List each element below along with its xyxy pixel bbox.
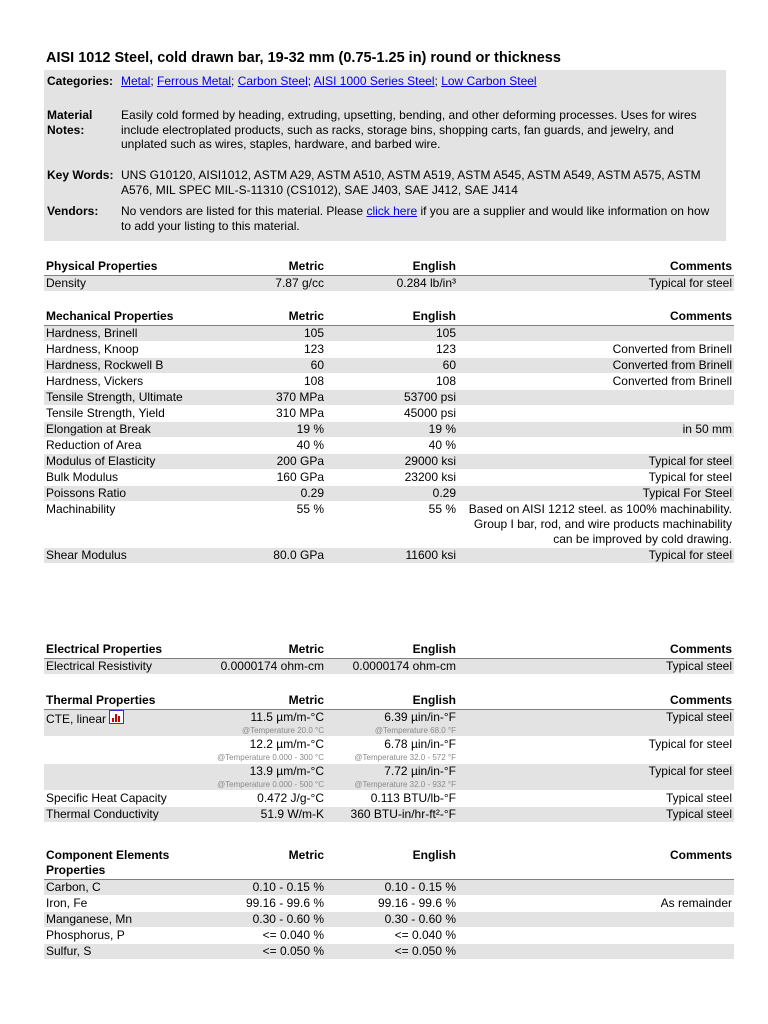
metric-value: 11.5 µm/m-°C — [250, 710, 324, 724]
metric-value: 370 MPa — [275, 390, 324, 404]
english-value-cell — [326, 764, 458, 791]
property-name-cell — [44, 502, 208, 548]
table-row — [44, 390, 734, 406]
section-heading: Component Elements Properties — [44, 848, 208, 880]
english-value-cell — [326, 659, 458, 675]
property-name-cell — [44, 342, 208, 358]
metric-value-cell — [208, 880, 326, 896]
property-name-cell — [44, 326, 208, 342]
page-title: AISI 1012 Steel, cold drawn bar, 19-32 mm (0.75-1.25 in) round or thickness — [46, 50, 561, 66]
property-name: Modulus of Elasticity — [46, 454, 156, 468]
table-row — [44, 470, 734, 486]
english-value-cell — [326, 422, 458, 438]
temperature-condition: @Temperature 68.0 °F — [374, 726, 456, 735]
table-row — [44, 737, 734, 764]
property-name: Reduction of Area — [46, 438, 142, 452]
comments-column-header: Comments — [458, 642, 734, 659]
property-name-cell — [44, 276, 208, 292]
property-name: Density — [46, 276, 87, 290]
english-value-cell — [326, 406, 458, 422]
metric-value-cell — [208, 944, 326, 960]
property-name: Tensile Strength, Yield — [46, 406, 165, 420]
keywords-label: Key Words: — [47, 168, 114, 182]
comment-cell: Based on AISI 1212 steel. as 100% machinability. Group I bar, rod, and wire products machinability can be improved by cold drawing. — [458, 502, 734, 548]
metric-value: 55 % — [296, 502, 324, 516]
metric-value: 108 — [303, 374, 324, 388]
property-name-cell — [44, 358, 208, 374]
category-link-ferrous-metal[interactable]: Ferrous Metal — [157, 74, 232, 88]
english-value-cell — [326, 502, 458, 548]
metric-value-cell — [208, 928, 326, 944]
english-column-header: English — [326, 693, 458, 710]
section-heading: Mechanical Properties — [44, 309, 208, 326]
english-value: 55 % — [428, 502, 456, 516]
metric-value: 105 — [303, 326, 324, 340]
english-column-header: English — [326, 259, 458, 276]
property-name-cell — [44, 659, 208, 675]
category-link-aisi-1000-series[interactable]: AISI 1000 Series Steel — [313, 74, 435, 88]
english-value-cell — [326, 880, 458, 896]
property-name: Machinability — [46, 502, 116, 516]
temperature-condition: @Temperature 32.0 - 932 °F — [354, 780, 456, 789]
english-value-cell — [326, 896, 458, 912]
english-value: 0.10 - 0.15 % — [384, 880, 456, 894]
table-header-row — [44, 848, 734, 880]
english-value: 29000 ksi — [404, 454, 456, 468]
comment-cell — [458, 438, 734, 454]
property-name: Manganese, Mn — [46, 912, 133, 926]
property-name-cell — [44, 548, 208, 564]
metric-value: 0.10 - 0.15 % — [252, 880, 324, 894]
property-name: Specific Heat Capacity — [46, 791, 167, 805]
english-value: 19 % — [428, 422, 456, 436]
table-header-row — [44, 309, 734, 326]
property-name-cell — [44, 944, 208, 960]
metric-value-cell — [208, 374, 326, 390]
temperature-condition: @Temperature 20.0 °C — [241, 726, 324, 735]
metric-value-cell — [208, 737, 326, 764]
temperature-condition: @Temperature 32.0 - 572 °F — [354, 753, 456, 762]
metric-column-header: Metric — [208, 642, 326, 659]
comments-column-header: Comments — [458, 693, 734, 710]
english-value: 23200 ksi — [404, 470, 456, 484]
table-row — [44, 438, 734, 454]
vendors-label: Vendors: — [47, 204, 99, 218]
english-value: 53700 psi — [403, 390, 456, 404]
property-name: Phosphorus, P — [46, 928, 125, 942]
metric-value: 200 GPa — [276, 454, 324, 468]
table-row — [44, 502, 734, 548]
comment-cell — [458, 406, 734, 422]
table-row — [44, 896, 734, 912]
property-name: Tensile Strength, Ultimate — [46, 390, 183, 404]
property-name: Thermal Conductivity — [46, 807, 159, 821]
comment-cell: Converted from Brinell — [458, 342, 734, 358]
metric-column-header: Metric — [208, 693, 326, 710]
property-name: Hardness, Vickers — [46, 374, 144, 388]
vendors-text — [121, 204, 721, 233]
comment-cell: Converted from Brinell — [458, 358, 734, 374]
metric-value: 12.2 µm/m-°C — [249, 737, 324, 751]
thermal-properties-table — [44, 693, 734, 823]
property-name-cell — [44, 764, 208, 791]
property-name: Shear Modulus — [46, 548, 127, 562]
comment-cell: Typical steel — [458, 659, 734, 675]
english-value-cell — [326, 390, 458, 406]
english-value: 123 — [435, 342, 456, 356]
table-row — [44, 912, 734, 928]
metric-value-cell — [208, 764, 326, 791]
comments-column-header: Comments — [458, 259, 734, 276]
english-value-cell — [326, 276, 458, 292]
metric-value: 0.30 - 0.60 % — [252, 912, 324, 926]
metric-value-cell — [208, 486, 326, 502]
comment-cell: Converted from Brinell — [458, 374, 734, 390]
english-value-cell — [326, 737, 458, 764]
comment-cell — [458, 944, 734, 960]
english-value: 0.284 lb/in³ — [396, 276, 456, 290]
vendors-text-after: if you are a supplier and would like information on how to add your listing to this material. — [121, 204, 710, 233]
comment-cell: As remainder — [458, 896, 734, 912]
english-value: 108 — [435, 374, 456, 388]
comment-cell: in 50 mm — [458, 422, 734, 438]
metric-value-cell — [208, 454, 326, 470]
english-value: 360 BTU-in/hr-ft²-°F — [350, 807, 456, 821]
component-elements-table — [44, 848, 734, 960]
property-name-cell — [44, 470, 208, 486]
property-name-cell — [44, 406, 208, 422]
property-name-cell — [44, 710, 208, 737]
metric-value: 99.16 - 99.6 % — [245, 896, 324, 910]
metric-value: 60 — [310, 358, 324, 372]
categories-label: Categories: — [47, 74, 114, 88]
table-row — [44, 342, 734, 358]
table-row — [44, 710, 734, 737]
physical-properties-table — [44, 259, 734, 292]
metric-value-cell — [208, 791, 326, 807]
metric-value: 123 — [303, 342, 324, 356]
table-row — [44, 406, 734, 422]
english-value: 0.29 — [432, 486, 456, 500]
english-value: 0.30 - 0.60 % — [384, 912, 456, 926]
metric-value-cell — [208, 342, 326, 358]
mechanical-properties-table — [44, 309, 734, 564]
english-value: 45000 psi — [403, 406, 456, 420]
property-name-cell — [44, 896, 208, 912]
comment-cell — [458, 880, 734, 896]
category-link-carbon-steel[interactable]: Carbon Steel — [237, 74, 308, 88]
english-value-cell — [326, 548, 458, 564]
property-name: Bulk Modulus — [46, 470, 119, 484]
table-header-row — [44, 259, 734, 276]
comment-cell: Typical steel — [458, 710, 734, 737]
table-row — [44, 807, 734, 823]
table-header-row — [44, 642, 734, 659]
metric-value-cell — [208, 548, 326, 564]
metric-value-cell — [208, 807, 326, 823]
material-info-panel — [44, 70, 726, 241]
comment-cell: Typical for steel — [458, 470, 734, 486]
comment-cell: Typical for steel — [458, 276, 734, 292]
metric-value-cell — [208, 470, 326, 486]
section-heading: Thermal Properties — [44, 693, 208, 710]
english-value: 11600 ksi — [405, 548, 456, 562]
english-value-cell — [326, 486, 458, 502]
english-value-cell — [326, 710, 458, 737]
notes-label-line-1: Material — [47, 108, 93, 122]
property-name-cell — [44, 912, 208, 928]
metric-value: <= 0.040 % — [262, 928, 324, 942]
metric-value: 160 GPa — [276, 470, 324, 484]
metric-value: 0.29 — [300, 486, 324, 500]
temperature-condition: @Temperature 0.000 - 500 °C — [217, 780, 324, 789]
english-column-header: English — [326, 848, 458, 880]
comments-column-header: Comments — [458, 309, 734, 326]
comment-cell: Typical steel — [458, 791, 734, 807]
category-link-low-carbon-steel[interactable]: Low Carbon Steel — [441, 74, 537, 88]
property-name: CTE, linear — [46, 712, 107, 726]
keywords-text: UNS G10120, AISI1012, ASTM A29, ASTM A510, ASTM A519, ASTM A545, ASTM A549, ASTM A575, ASTM A576, MIL SPEC MIL-S-11310 (CS1012), SAE J403, SAE J412, SAE J414 — [121, 168, 701, 197]
metric-value: 7.87 g/cc — [275, 276, 324, 290]
metric-value: 80.0 GPa — [273, 548, 324, 562]
table-row — [44, 880, 734, 896]
metric-value: 310 MPa — [275, 406, 324, 420]
metric-column-header: Metric — [208, 259, 326, 276]
property-name: Carbon, C — [46, 880, 101, 894]
english-value: 40 % — [428, 438, 456, 452]
english-value: 99.16 - 99.6 % — [377, 896, 456, 910]
metric-value: 51.9 W/m-K — [260, 807, 324, 821]
comment-cell: Typical for steel — [458, 737, 734, 764]
metric-column-header: Metric — [208, 848, 326, 880]
english-value-cell — [326, 358, 458, 374]
english-value-cell — [326, 807, 458, 823]
notes-label-line-2: Notes: — [47, 122, 85, 137]
property-name: Sulfur, S — [46, 944, 92, 958]
electrical-properties-table — [44, 642, 734, 675]
comment-cell — [458, 326, 734, 342]
english-value: <= 0.040 % — [394, 928, 456, 942]
property-name-cell — [44, 422, 208, 438]
metric-value-cell — [208, 710, 326, 737]
notes-label — [47, 108, 123, 137]
metric-value-cell — [208, 326, 326, 342]
english-value: 6.78 µin/in-°F — [384, 737, 456, 751]
table-row — [44, 276, 734, 292]
property-name-cell — [44, 928, 208, 944]
comment-cell: Typical For Steel — [458, 486, 734, 502]
property-name-cell — [44, 486, 208, 502]
english-value: 105 — [435, 326, 456, 340]
property-name-cell — [44, 791, 208, 807]
english-value: 60 — [442, 358, 456, 372]
table-row — [44, 944, 734, 960]
table-row — [44, 358, 734, 374]
categories-list: Metal; Ferrous Metal; Carbon Steel; AISI 1000 Series Steel; Low Carbon Steel — [121, 74, 537, 88]
table-row — [44, 326, 734, 342]
english-value: 7.72 µin/in-°F — [384, 764, 456, 778]
property-name-cell — [44, 438, 208, 454]
english-value-cell — [326, 791, 458, 807]
table-row — [44, 659, 734, 675]
property-name-cell — [44, 737, 208, 764]
english-value-cell — [326, 470, 458, 486]
english-column-header: English — [326, 642, 458, 659]
comment-cell: Typical for steel — [458, 548, 734, 564]
english-value-cell — [326, 454, 458, 470]
category-link-metal[interactable]: Metal — [121, 74, 151, 88]
property-name: Hardness, Brinell — [46, 326, 138, 340]
comment-cell: Typical for steel — [458, 764, 734, 791]
property-name: Electrical Resistivity — [46, 659, 153, 673]
section-heading: Physical Properties — [44, 259, 208, 276]
comment-cell — [458, 912, 734, 928]
metric-value: 0.0000174 ohm-cm — [220, 659, 324, 673]
property-name-cell — [44, 807, 208, 823]
english-value: 0.113 BTU/lb-°F — [370, 791, 456, 805]
metric-value-cell — [208, 659, 326, 675]
vendors-text-before: No vendors are listed for this material. Please — [121, 204, 367, 218]
metric-column-header: Metric — [208, 309, 326, 326]
property-name: Hardness, Rockwell B — [46, 358, 164, 372]
table-row — [44, 422, 734, 438]
property-name-cell — [44, 374, 208, 390]
table-row — [44, 928, 734, 944]
metric-value: 13.9 µm/m-°C — [249, 764, 324, 778]
table-row — [44, 548, 734, 564]
metric-value: <= 0.050 % — [262, 944, 324, 958]
english-value-cell — [326, 438, 458, 454]
english-column-header: English — [326, 309, 458, 326]
metric-value-cell — [208, 896, 326, 912]
english-value: 6.39 µin/in-°F — [384, 710, 456, 724]
property-name: Elongation at Break — [46, 422, 151, 436]
notes-text: Easily cold formed by heading, extruding, upsetting, bending, and other deforming processes. Uses for wires include electroplated products, such as racks, storage bins, shopping carts, fan guards, and jewelry, and unplated such as wires, staples, hardware, and barbed wire. — [121, 108, 697, 151]
property-name-cell — [44, 390, 208, 406]
comment-cell — [458, 390, 734, 406]
property-name-cell — [44, 454, 208, 470]
property-name: Hardness, Knoop — [46, 342, 139, 356]
english-value-cell — [326, 326, 458, 342]
english-value-cell — [326, 374, 458, 390]
bar-chart-icon[interactable] — [109, 710, 124, 724]
comment-cell — [458, 928, 734, 944]
metric-value-cell — [208, 422, 326, 438]
property-name-cell — [44, 880, 208, 896]
english-value-cell — [326, 944, 458, 960]
property-name: Poissons Ratio — [46, 486, 127, 500]
temperature-condition: @Temperature 0.000 - 300 °C — [217, 753, 324, 762]
section-heading: Electrical Properties — [44, 642, 208, 659]
metric-value: 0.472 J/g-°C — [257, 791, 324, 805]
table-row — [44, 454, 734, 470]
english-value-cell — [326, 912, 458, 928]
table-row — [44, 374, 734, 390]
metric-value-cell — [208, 276, 326, 292]
metric-value-cell — [208, 502, 326, 548]
comment-cell: Typical steel — [458, 807, 734, 823]
metric-value: 19 % — [296, 422, 324, 436]
supplier-click-here-link[interactable]: click here — [366, 204, 418, 218]
metric-value-cell — [208, 912, 326, 928]
table-row — [44, 486, 734, 502]
english-value-cell — [326, 928, 458, 944]
english-value-cell — [326, 342, 458, 358]
metric-value-cell — [208, 390, 326, 406]
metric-value: 40 % — [296, 438, 324, 452]
metric-value-cell — [208, 406, 326, 422]
table-row — [44, 791, 734, 807]
english-value: <= 0.050 % — [394, 944, 456, 958]
metric-value-cell — [208, 358, 326, 374]
comment-cell: Typical for steel — [458, 454, 734, 470]
comments-column-header: Comments — [458, 848, 734, 880]
table-row — [44, 764, 734, 791]
english-value: 0.0000174 ohm-cm — [352, 659, 456, 673]
metric-value-cell — [208, 438, 326, 454]
property-name: Iron, Fe — [46, 896, 88, 910]
table-header-row — [44, 693, 734, 710]
